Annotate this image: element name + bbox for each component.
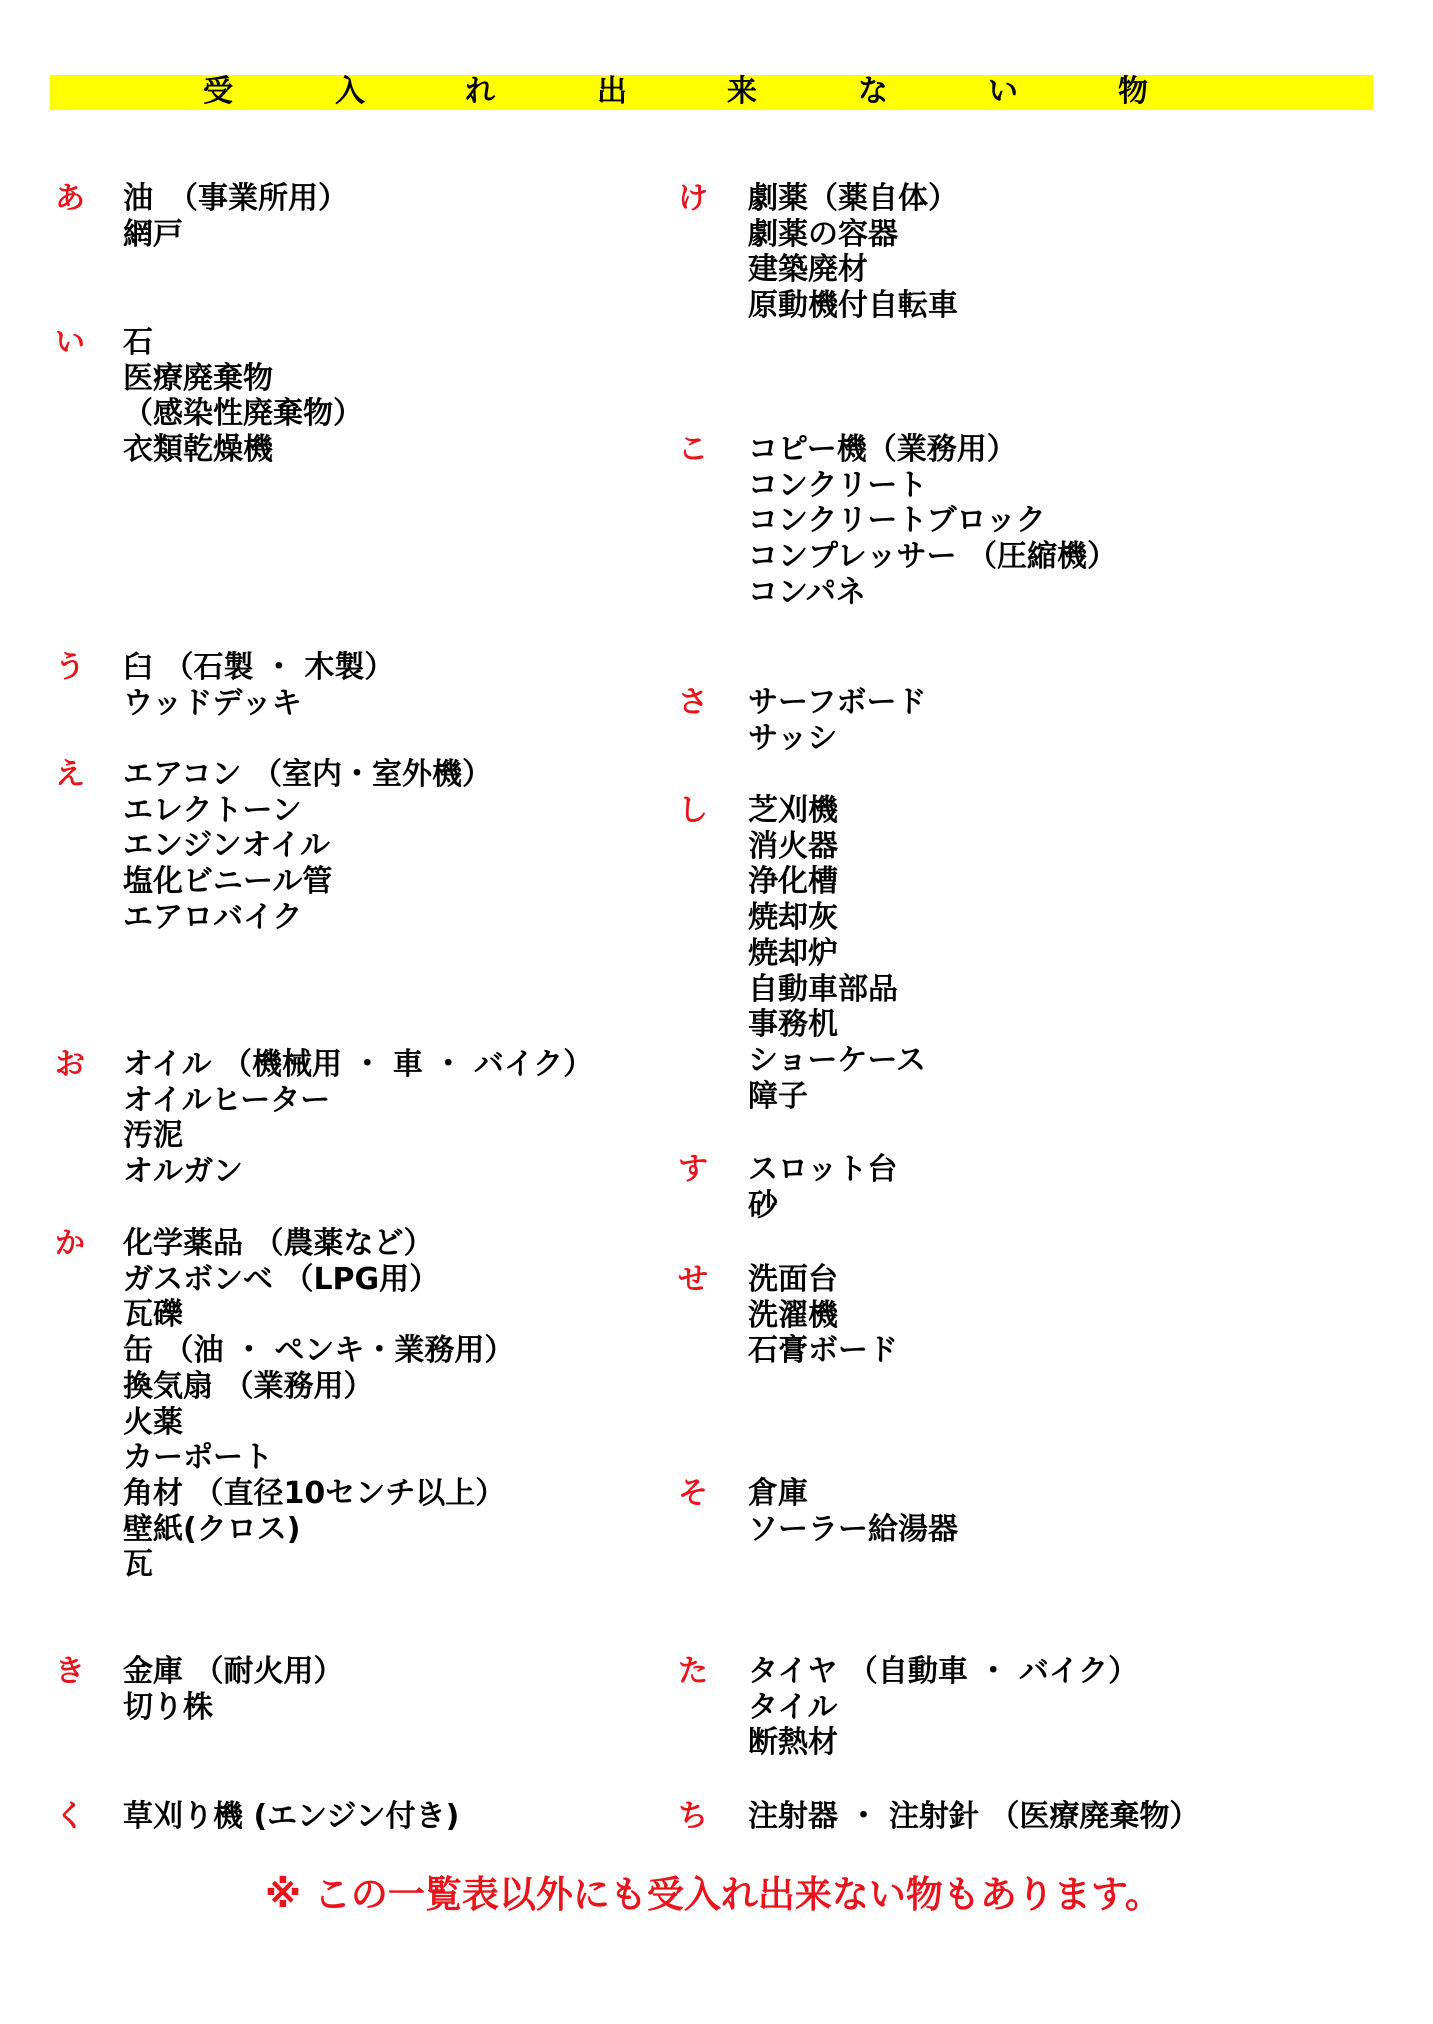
kana-heading: か — [55, 1226, 85, 1261]
kana-heading: し — [678, 793, 708, 828]
title-char: れ — [465, 74, 495, 109]
list-item: 洗濯機 — [748, 1297, 838, 1333]
list-item: 臼 （石製 ・ 木製） — [123, 650, 395, 685]
list-item: 洗面台 — [748, 1262, 838, 1297]
title-char: な — [858, 74, 888, 109]
list-item: ソーラー給湯器 — [748, 1511, 958, 1547]
list-item: オイルヒーター — [123, 1082, 331, 1118]
footer-note: ※ この一覧表以外にも受入れ出来ない物もあります。 — [265, 1873, 1162, 1916]
list-item: 草刈り機 (エンジン付き) — [123, 1799, 460, 1834]
kana-heading: せ — [678, 1262, 708, 1297]
list-item: オルガン — [123, 1154, 243, 1190]
list-item: 網戸 — [123, 216, 183, 252]
kana-heading: う — [55, 650, 85, 685]
list-item: 建築廃材 — [748, 252, 868, 288]
title-char: 物 — [1118, 74, 1148, 109]
list-item: 医療廃棄物 — [123, 360, 273, 396]
title-char: 出 — [597, 74, 627, 109]
list-item: 劇薬（薬自体） — [748, 181, 958, 216]
list-item: 注射器 ・ 注射針 （医療廃棄物） — [748, 1799, 1200, 1834]
kana-heading: こ — [678, 432, 708, 467]
list-item: 自動車部品 — [748, 971, 898, 1007]
kana-heading: え — [55, 757, 85, 792]
list-item: カーポート — [123, 1440, 273, 1476]
kana-heading: く — [55, 1799, 85, 1834]
list-item: 塩化ビニール管 — [123, 864, 333, 900]
kana-heading: い — [55, 325, 85, 360]
kana-heading: あ — [55, 181, 85, 216]
list-item: エアコン （室内・室外機） — [123, 757, 492, 792]
list-item: 事務机 — [748, 1007, 838, 1043]
list-item: コンパネ — [748, 574, 866, 610]
list-item: コンプレッサー （圧縮機） — [748, 539, 1117, 575]
list-item: タイヤ （自動車 ・ バイク） — [748, 1654, 1139, 1689]
list-item: 障子 — [748, 1078, 808, 1114]
list-item: （感染性廃棄物） — [123, 396, 363, 432]
list-item: 原動機付自転車 — [748, 288, 958, 324]
list-item: ウッドデッキ — [123, 685, 302, 721]
list-item: 石 — [123, 325, 153, 360]
list-item: 劇薬の容器 — [748, 216, 898, 252]
list-item: 切り株 — [123, 1689, 213, 1725]
list-item: 焼却炉 — [748, 935, 838, 971]
list-item: 瓦礫 — [123, 1297, 183, 1333]
list-item: 倉庫 — [748, 1476, 808, 1511]
list-item: 汚泥 — [123, 1118, 183, 1154]
list-item: 化学薬品 （農薬など） — [123, 1226, 434, 1261]
list-item: スロット台 — [748, 1152, 898, 1187]
list-item: ガスボンベ （LPG用） — [123, 1261, 440, 1297]
list-item: 角材 （直径10センチ以上） — [123, 1475, 506, 1511]
kana-heading: け — [678, 181, 708, 216]
list-item: エアロバイク — [123, 899, 303, 935]
list-item: エレクトーン — [123, 792, 302, 828]
title-char: 入 — [335, 74, 365, 109]
list-item: タイル — [748, 1689, 838, 1725]
kana-heading: す — [678, 1152, 708, 1187]
list-item: 消火器 — [748, 828, 838, 864]
kana-heading: ち — [678, 1799, 708, 1834]
list-item: 石膏ボード — [748, 1333, 898, 1369]
list-item: サーフボード — [748, 685, 927, 720]
list-item: 換気扇 （業務用） — [123, 1368, 374, 1404]
list-item: 油 （事業所用） — [123, 181, 348, 216]
list-item: オイル （機械用 ・ 車 ・ バイク） — [123, 1047, 594, 1082]
title-char: い — [988, 74, 1018, 109]
kana-heading: き — [55, 1654, 85, 1689]
kana-heading: た — [678, 1654, 708, 1689]
title-char: 来 — [727, 74, 757, 109]
list-item: 金庫 （耐火用） — [123, 1654, 344, 1689]
kana-heading: そ — [678, 1476, 708, 1511]
list-item: 砂 — [748, 1187, 778, 1223]
title-bar — [50, 75, 1373, 110]
list-item: 火薬 — [123, 1404, 183, 1440]
list-item: サッシ — [748, 720, 838, 756]
list-item: 衣類乾燥機 — [123, 432, 273, 468]
list-item: 焼却灰 — [748, 900, 838, 936]
list-item: コンクリートブロック — [748, 503, 1046, 539]
list-item: ショーケース — [748, 1042, 926, 1078]
list-item: 断熱材 — [748, 1725, 838, 1761]
list-item: 壁紙(クロス) — [123, 1511, 301, 1547]
list-item: 浄化槽 — [748, 864, 838, 900]
list-item: 瓦 — [123, 1547, 153, 1583]
list-item: エンジンオイル — [123, 828, 330, 864]
title-char: 受 — [203, 74, 233, 109]
list-item: 芝刈機 — [748, 793, 838, 828]
list-item: コピー機（業務用） — [748, 432, 1017, 467]
kana-heading: お — [55, 1047, 85, 1082]
list-item: 缶 （油 ・ ペンキ・業務用） — [123, 1333, 515, 1369]
list-item: コンクリート — [748, 467, 928, 503]
kana-heading: さ — [678, 685, 708, 720]
